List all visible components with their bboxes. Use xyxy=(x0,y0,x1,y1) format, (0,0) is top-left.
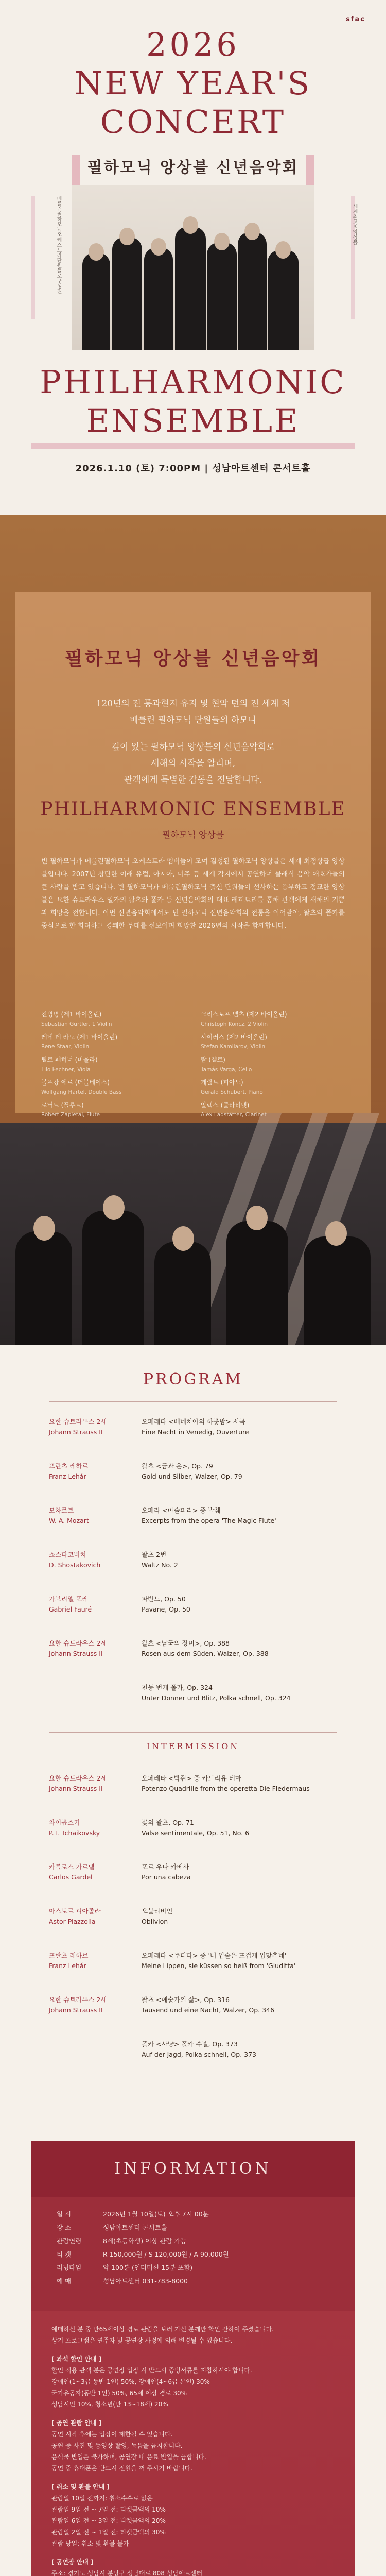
notes-heading: [ 좌석 할인 안내 ] xyxy=(51,2355,102,2363)
work-en: Unter Donner und Blitz, Polka schnell, Op. 324 xyxy=(142,1694,291,1702)
composer-en: Gabriel Fauré xyxy=(49,1605,92,1613)
program-composer xyxy=(49,1594,142,1615)
member-item xyxy=(41,1055,185,1075)
info-row xyxy=(57,2221,335,2234)
program-row xyxy=(49,1505,337,1526)
musician-head xyxy=(246,1206,268,1230)
program-work xyxy=(142,2039,337,2060)
musician-figure xyxy=(112,237,142,350)
program-composer xyxy=(49,1862,142,1883)
member-en: Sebastian Gürtler, 1 Violin xyxy=(41,1021,112,1027)
program-composer xyxy=(49,1461,142,1482)
poster xyxy=(0,0,386,515)
program-title: PROGRAM xyxy=(143,1370,243,1388)
musician-head xyxy=(172,1226,194,1251)
musician-head xyxy=(325,1221,347,1246)
notes-text xyxy=(51,2324,340,2576)
musician-head xyxy=(275,241,291,259)
notes-item: 예매하신 분 중 만65세이상 경로 관람을 보러 가신 분께만 할인 간하여 주셨습니다. xyxy=(51,2326,274,2333)
info-key: 예 매 xyxy=(57,2277,72,2285)
program-work xyxy=(142,1818,337,1838)
work-en: Tausend und eine Nacht, Walzer, Op. 346 xyxy=(142,2006,274,2014)
poster-title-line2: NEW YEAR'S xyxy=(74,64,312,102)
work-kr: 폴카 <사냥> 폴카 슈넬, Op. 373 xyxy=(142,2040,238,2048)
program-work xyxy=(142,1773,337,1794)
program-composer xyxy=(49,1638,142,1659)
divider xyxy=(49,1401,337,1402)
composer-en: Franz Lehár xyxy=(49,1962,86,1970)
program-row xyxy=(49,1818,337,1838)
program-composer xyxy=(49,1906,142,1927)
musician-head xyxy=(214,233,230,250)
notes-heading: [ 공연 관람 안내 ] xyxy=(51,2419,102,2427)
work-kr: 오페레타 <주디타> 중 '내 입술은 뜨겁게 입맞추네' xyxy=(142,1952,287,1959)
poster-korean-title: 필하모닉 앙상블 신년음악회 xyxy=(87,159,299,177)
program-row xyxy=(49,1773,337,1794)
info-value: 8세(초등학생) 이상 관람 가능 xyxy=(103,2237,187,2245)
work-kr: 포르 우나 카베사 xyxy=(142,1863,189,1871)
work-kr: 꽃의 왈츠, Op. 71 xyxy=(142,1819,194,1826)
work-kr: 오페라 <마술피리> 중 발췌 xyxy=(142,1506,221,1514)
notes-item: 주소: 경기도 성남시 분당구 성남대로 808 성남아트센터 xyxy=(51,2570,203,2576)
program-composer xyxy=(49,1417,142,1437)
musician-figure xyxy=(15,1231,72,1345)
program-work xyxy=(142,1995,337,2015)
work-en: Eine Nacht in Venedig, Ouverture xyxy=(142,1428,249,1436)
composer-en: Johann Strauss II xyxy=(49,1785,103,1792)
member-item xyxy=(41,1078,185,1097)
member-kr: 틸로 페히너 (비올라) xyxy=(41,1056,98,1063)
work-en: Pavane, Op. 50 xyxy=(142,1605,190,1613)
member-item xyxy=(201,1055,345,1075)
musician-head xyxy=(119,228,135,245)
musician-figure xyxy=(82,252,110,350)
musician-figure xyxy=(226,1221,288,1345)
info-value: 약 100분 (인터미션 15분 포함) xyxy=(103,2264,193,2272)
member-kr: 게랄트 (피아노) xyxy=(201,1079,243,1086)
member-kr: 크리스토프 벨츠 (제2 바이올린) xyxy=(201,1011,287,1018)
info-value: R 150,000원 / S 120,000원 / A 90,000원 xyxy=(103,2250,229,2258)
composer-en: Franz Lehár xyxy=(49,1472,86,1480)
member-kr: 레네 데 라노 (제1 바이올린) xyxy=(41,1033,118,1041)
program-row xyxy=(49,1995,337,2015)
info-value: 2026년 1월 10일(토) 오후 7시 00분 xyxy=(103,2210,209,2218)
work-kr: 오페레타 <박쥐> 중 카드리유 테마 xyxy=(142,1774,241,1782)
member-en: Wolfgang Härtel, Double Bass xyxy=(41,1089,122,1095)
info-row xyxy=(57,2261,335,2275)
program-row xyxy=(49,1550,337,1570)
info-key: 관람연령 xyxy=(57,2237,82,2245)
composer-kr: 프란츠 레하르 xyxy=(49,1952,89,1959)
notes-item: 관람일 6일 전 ~ 3일 전: 티켓금액의 20% xyxy=(51,2517,166,2524)
program-work xyxy=(142,1417,337,1437)
composer-en: D. Shostakovich xyxy=(49,1561,101,1569)
notes-item: 공연 중 휴대폰은 반드시 전원을 꺼 주시기 바랍니다. xyxy=(51,2465,192,2472)
program-section xyxy=(0,1345,386,2141)
member-en: Tilo Fechner, Viola xyxy=(41,1066,91,1073)
program-composer xyxy=(49,1505,142,1526)
notes-item: 할인 적용 관객 분은 공연장 입장 시 반드시 증빙서류를 지참하셔야 합니다. xyxy=(51,2367,252,2374)
work-en: Waltz No. 2 xyxy=(142,1561,178,1569)
musician-figure xyxy=(82,1211,144,1345)
composer-kr: 요한 슈트라우스 2세 xyxy=(49,1639,107,1647)
work-kr: 오블리비언 xyxy=(142,1907,173,1915)
member-en: Alex Ladstätter, Clarinet xyxy=(201,1112,267,1118)
info-row xyxy=(57,2275,335,2288)
musician-head xyxy=(244,223,260,240)
performance-photo xyxy=(0,1123,386,1345)
program-composer xyxy=(49,1550,142,1570)
info-value: 성남아트센터 콘서트홀 xyxy=(103,2224,167,2231)
intro-subtitle-line: 관객에게 특별한 감동을 전달합니다. xyxy=(124,775,262,785)
member-kr: 알렉스 (클라리넷) xyxy=(201,1101,250,1109)
notes-item: 공연 중 사진 및 동영상 촬영, 녹음을 금지합니다. xyxy=(51,2442,183,2449)
poster-title-year: 2026 xyxy=(146,26,240,63)
work-en: Rosen aus dem Süden, Walzer, Op. 388 xyxy=(142,1650,269,1657)
program-work xyxy=(142,1862,337,1883)
member-en: Robert Zapletal, Flute xyxy=(41,1112,100,1118)
poster-philharmonic: PHILHARMONIC xyxy=(40,363,346,401)
ensemble-english-name: PHILHARMONIC ENSEMBLE xyxy=(40,799,346,820)
info-key: 러닝타임 xyxy=(57,2264,82,2272)
ensemble-photo xyxy=(72,185,314,350)
work-en: Auf der Jagd, Polka schnell, Op. 373 xyxy=(142,2050,257,2058)
composer-en: Carlos Gardel xyxy=(49,1873,93,1881)
poster-event-info: 2026.1.10 (토) 7:00PM | 성남아트센터 콘서트홀 xyxy=(75,463,311,474)
program-row xyxy=(49,1417,337,1437)
intro-body-text: 빈 필하모닉과 베를린필하모닉 오케스트라 멤버들이 모여 결성된 필하모닉 앙상블은 세계 최정상급 앙상블입니다. 2007년 창단한 이래 유럽, 아시아, 미주 등 세계 각지에서 공연하며 클래식 음악 애호가들의 큰 사랑을 받고 있습니다. 빈 필하모닉과 베를린필하모닉 출신 단원들이 선사하는 풍부하고 정교한 앙상블은 요한 슈트라우스 일가의 왈츠와 폴카 등 신년음악회의 대표 레퍼토리를 통해 관객에게 새해의 기쁨과 희망을 전합니다. 이번 신년음악회에서도 빈 필하모닉 신년음악회의 전통을 이어받아, 왈츠와 폴카를 중심으로 한 화려하고 경쾌한 무대를 선보이며 희망찬 2026년의 시작을 함께합니다. xyxy=(41,858,345,930)
composer-kr: 요한 슈트라우스 2세 xyxy=(49,1774,107,1782)
notes-item: 관람일 2일 전 ~ 1일 전: 티켓금액의 30% xyxy=(51,2529,166,2536)
work-en: Gold und Silber, Walzer, Op. 79 xyxy=(142,1472,242,1480)
work-en: Potenzo Quadrille from the operetta Die Fledermaus xyxy=(142,1785,310,1792)
work-en: Valse sentimentale, Op. 51, No. 6 xyxy=(142,1829,250,1837)
poster-side-text-right: 세계최고의앙상블 xyxy=(352,204,357,245)
member-kr: 사이러스 (제2 바이올린) xyxy=(201,1033,267,1041)
program-composer xyxy=(49,1995,142,2015)
member-en: Tamás Varga, Cello xyxy=(201,1066,252,1073)
information-section xyxy=(0,2141,386,2576)
intro-subtitle-line: 120년의 전 통과현지 유지 및 현악 던의 전 세계 저 xyxy=(96,699,290,709)
member-en: Gerald Schubert, Piano xyxy=(201,1089,263,1095)
member-kr: 진병명 (제1 바이올린) xyxy=(41,1011,102,1018)
program-composer xyxy=(49,1773,142,1794)
work-en: Por una cabeza xyxy=(142,1873,191,1881)
composer-kr: 아스토르 피아졸라 xyxy=(49,1907,101,1915)
composer-kr: 차이콥스키 xyxy=(49,1819,80,1826)
decor-bar xyxy=(31,443,355,449)
composer-kr: 요한 슈트라우스 2세 xyxy=(49,1418,107,1426)
program-row xyxy=(49,1862,337,1883)
notes-item: 성남시민 10%, 청소년(만 13~18세) 20% xyxy=(51,2401,168,2408)
info-row xyxy=(57,2234,335,2248)
work-kr: 왈츠 <금과 은>, Op. 79 xyxy=(142,1462,213,1470)
musician-figure xyxy=(268,250,299,350)
program-work xyxy=(142,1683,337,1703)
musician-figure xyxy=(175,227,206,350)
musician-head xyxy=(151,238,166,256)
work-en: Oblivion xyxy=(142,1918,168,1925)
intro-section xyxy=(0,515,386,1123)
member-en: Christoph Koncz, 2 Violin xyxy=(201,1021,268,1027)
program-composer xyxy=(49,1683,142,1703)
work-en: Excerpts from the opera 'The Magic Flute' xyxy=(142,1517,276,1524)
member-item xyxy=(41,1032,185,1052)
composer-kr: 요한 슈트라우스 2세 xyxy=(49,1996,107,2004)
musician-figure xyxy=(304,1236,371,1345)
program-row xyxy=(49,1638,337,1659)
work-en: Meine Lippen, sie küssen so heiß from 'Giuditta' xyxy=(142,1962,296,1970)
intro-subtitle-line: 깊이 있는 필하모닉 앙상블의 신년음악회로 xyxy=(111,742,275,752)
musician-head xyxy=(33,1216,55,1241)
poster-ensemble: ENSEMBLE xyxy=(86,402,300,439)
composer-kr: 쇼스타코비치 xyxy=(49,1551,86,1558)
notes-item: 공연 시작 후에는 입장이 제한될 수 있습니다. xyxy=(51,2431,173,2438)
member-item xyxy=(201,1010,345,1029)
member-item xyxy=(201,1078,345,1097)
divider xyxy=(49,1732,337,1733)
brand-logo: sfac xyxy=(346,15,365,23)
ensemble-korean-name: 필하모닉 앙상블 xyxy=(162,830,224,840)
musician-figure xyxy=(207,242,237,350)
work-kr: 천둥 번개 폴카, Op. 324 xyxy=(142,1684,213,1691)
composer-kr: 모차르트 xyxy=(49,1506,74,1514)
notes-item: 상기 프로그램은 연주자 및 공연장 사정에 의해 변경될 수 있습니다. xyxy=(51,2337,233,2344)
info-row xyxy=(57,2248,335,2261)
work-kr: 왈츠 <남국의 장미>, Op. 388 xyxy=(142,1639,230,1647)
member-en: Rene Staar, Violin xyxy=(41,1044,90,1050)
composer-en: Johann Strauss II xyxy=(49,1428,103,1436)
notes-item: 관람 당일: 취소 및 환불 불가 xyxy=(51,2540,129,2547)
musician-head xyxy=(89,243,104,261)
composer-kr: 프란츠 레하르 xyxy=(49,1462,89,1470)
notes-item: 관람일 9일 전 ~ 7일 전: 티켓금액의 10% xyxy=(51,2506,166,2513)
member-item xyxy=(41,1010,185,1029)
program-row xyxy=(49,1594,337,1615)
composer-en: Johann Strauss II xyxy=(49,2006,103,2014)
notes-item: 관람일 10일 전까지: 취소수수료 없음 xyxy=(51,2495,153,2502)
intro-subtitle xyxy=(0,696,386,788)
information-rows xyxy=(57,2208,335,2288)
composer-kr: 카를로스 가르델 xyxy=(49,1863,95,1871)
information-title: INFORMATION xyxy=(31,2141,355,2197)
intro-subtitle-line: 새해의 시작을 알리며, xyxy=(150,758,235,769)
composer-en: Johann Strauss II xyxy=(49,1650,103,1657)
musician-head xyxy=(183,216,198,234)
poster-title-line3: CONCERT xyxy=(100,103,286,141)
program-composer xyxy=(49,1951,142,1971)
notes-heading: [ 공연장 안내 ] xyxy=(51,2558,94,2566)
member-kr: 볼프강 에르 (더블베이스) xyxy=(41,1079,110,1086)
musician-figure xyxy=(144,247,173,350)
program-work xyxy=(142,1505,337,1526)
member-kr: 탐 (첼로) xyxy=(201,1056,225,1063)
work-kr: 왈츠 <예술가의 삶>, Op. 316 xyxy=(142,1996,230,2004)
musician-figure xyxy=(154,1242,211,1345)
program-row xyxy=(49,2039,337,2060)
info-key: 장 소 xyxy=(57,2224,72,2231)
info-key: 티 켓 xyxy=(57,2250,72,2258)
composer-en: W. A. Mozart xyxy=(49,1517,89,1524)
notes-item: 음식물 반입은 불가하며, 공연장 내 음료 반입을 금합니다. xyxy=(51,2453,206,2461)
info-row xyxy=(57,2208,335,2221)
intermission-label: INTERMISSION xyxy=(146,1741,240,1751)
program-work xyxy=(142,1461,337,1482)
composer-en: P. I. Tchaikovsky xyxy=(49,1829,100,1837)
notes-item: 국가유공자(동반 1인) 50%, 65세 이상 경로 30% xyxy=(51,2389,187,2397)
work-kr: 왈츠 2번 xyxy=(142,1551,167,1558)
work-kr: 오페레타 <베네치아의 하룻밤> 서곡 xyxy=(142,1418,245,1426)
program-composer xyxy=(49,1818,142,1838)
program-row xyxy=(49,1461,337,1482)
program-composer xyxy=(49,2039,142,2060)
composer-kr: 가브리엘 포레 xyxy=(49,1595,89,1603)
member-en: Stefan Kamilarov, Violin xyxy=(201,1044,266,1050)
program-row xyxy=(49,1951,337,1971)
program-work xyxy=(142,1906,337,1927)
work-kr: 파반느, Op. 50 xyxy=(142,1595,186,1603)
program-work xyxy=(142,1550,337,1570)
program-work xyxy=(142,1638,337,1659)
musician-figure xyxy=(238,232,267,350)
program-row xyxy=(49,1683,337,1703)
musician-head xyxy=(103,1195,125,1220)
info-key: 일 시 xyxy=(57,2210,72,2218)
intro-subtitle-line: 베를린 필하모닉 단원들의 하모니 xyxy=(129,715,257,725)
member-kr: 로버트 (플루트) xyxy=(41,1101,84,1109)
intro-title: 필하모닉 앙상블 신년음악회 xyxy=(64,648,322,669)
member-item xyxy=(201,1032,345,1052)
program-work xyxy=(142,1594,337,1615)
notes-heading: [ 취소 및 환불 안내 ] xyxy=(51,2483,110,2490)
member-item xyxy=(41,1100,185,1120)
program-row xyxy=(49,1906,337,1927)
poster-side-text-left: 베를린필하모닉오케스트라단원들로구성된 xyxy=(56,196,61,294)
info-value: 성남아트센터 031-783-8000 xyxy=(103,2277,188,2285)
notes-item: 장애인(1~3급 동반 1인) 50%, 장애인(4~6급 본인) 30% xyxy=(51,2378,210,2385)
composer-en: Astor Piazzolla xyxy=(49,1918,96,1925)
program-work xyxy=(142,1951,337,1971)
